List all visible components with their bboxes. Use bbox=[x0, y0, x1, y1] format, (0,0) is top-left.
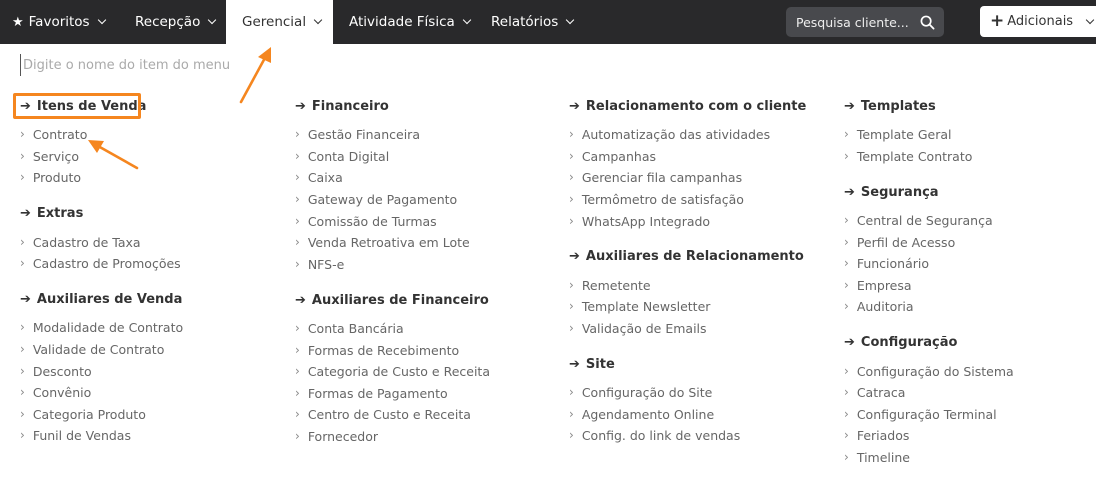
nav-atividade-fisica[interactable] bbox=[349, 0, 470, 44]
chevron-down-icon bbox=[314, 16, 322, 24]
menu-link-formas-recebimento[interactable] bbox=[295, 342, 459, 358]
arrow-right-icon: ➔ bbox=[20, 98, 31, 114]
menu-link-label: Catraca bbox=[856, 384, 906, 400]
menu-link-label: Produto bbox=[32, 169, 82, 185]
menu-link-label: Remetente bbox=[581, 277, 651, 293]
menu-link-cadastro-taxa[interactable] bbox=[20, 234, 141, 250]
section-title: Itens de Venda bbox=[36, 98, 147, 114]
nav-favoritos-label: Favoritos bbox=[28, 14, 90, 30]
chevron-right-icon: › bbox=[295, 321, 300, 335]
adicionais-button[interactable] bbox=[980, 6, 1096, 37]
chevron-right-icon: › bbox=[844, 256, 849, 270]
menu-link-label: Cadastro de Promoções bbox=[32, 255, 181, 271]
menu-link-campanhas[interactable] bbox=[569, 148, 656, 164]
menu-link-label: Venda Retroativa em Lote bbox=[307, 234, 470, 250]
section-title: Relacionamento com o cliente bbox=[585, 98, 807, 114]
menu-link-desconto[interactable] bbox=[20, 363, 92, 379]
chevron-right-icon: › bbox=[569, 170, 574, 184]
menu-link-label: Empresa bbox=[856, 277, 912, 293]
chevron-right-icon: › bbox=[844, 235, 849, 249]
menu-link-label: Agendamento Online bbox=[581, 406, 715, 422]
arrow-right-icon: ➔ bbox=[569, 356, 580, 372]
menu-link-label: Contrato bbox=[32, 126, 88, 142]
menu-link-label: Formas de Recebimento bbox=[307, 342, 460, 358]
chevron-right-icon: › bbox=[569, 299, 574, 313]
search-placeholder: Pesquisa cliente... bbox=[796, 14, 909, 30]
chevron-right-icon: › bbox=[569, 428, 574, 442]
menu-link-label: Validação de Emails bbox=[581, 320, 707, 336]
menu-link-label: Termômetro de satisfação bbox=[581, 191, 744, 207]
nav-relatorios[interactable] bbox=[491, 0, 573, 44]
menu-link-label: Template Contrato bbox=[856, 148, 973, 164]
section-extras bbox=[20, 204, 83, 222]
arrow-right-icon: ➔ bbox=[844, 98, 855, 114]
menu-link-label: Gateway de Pagamento bbox=[307, 191, 458, 207]
menu-link-label: Automatização das atividades bbox=[581, 126, 771, 142]
menu-link-label: Gerenciar fila campanhas bbox=[581, 169, 743, 185]
menu-link-label: Cadastro de Taxa bbox=[32, 234, 141, 250]
menu-link-label: Serviço bbox=[32, 148, 79, 164]
menu-link-caixa[interactable] bbox=[295, 169, 343, 185]
chevron-right-icon: › bbox=[844, 278, 849, 292]
menu-link-auditoria[interactable] bbox=[844, 298, 914, 314]
section-auxiliares-de-financeiro bbox=[295, 291, 489, 309]
menu-link-label: Configuração do Sistema bbox=[856, 363, 1014, 379]
nav-relatorios-label: Relatórios bbox=[491, 14, 559, 30]
menu-link-fornecedor[interactable] bbox=[295, 428, 378, 444]
menu-link-funil-vendas[interactable] bbox=[20, 427, 131, 443]
chevron-right-icon: › bbox=[20, 428, 25, 442]
arrow-right-icon: ➔ bbox=[844, 184, 855, 200]
menu-link-agendamento-online[interactable] bbox=[569, 406, 714, 422]
menu-link-formas-pagamento[interactable] bbox=[295, 385, 448, 401]
menu-link-configuracao-sistema[interactable] bbox=[844, 363, 1014, 379]
chevron-right-icon: › bbox=[295, 127, 300, 141]
nav-atividade-label: Atividade Física bbox=[349, 14, 455, 30]
nav-recepcao-label: Recepção bbox=[135, 14, 201, 30]
chevron-right-icon: › bbox=[844, 385, 849, 399]
menu-link-label: Config. do link de vendas bbox=[581, 427, 741, 443]
top-navigation-bar bbox=[0, 0, 1096, 44]
menu-link-gateway-pagamento[interactable] bbox=[295, 191, 457, 207]
menu-link-label: Gestão Financeira bbox=[307, 126, 420, 142]
chevron-down-icon bbox=[1086, 15, 1094, 23]
menu-link-label: Conta Digital bbox=[307, 148, 390, 164]
menu-link-central-seguranca[interactable] bbox=[844, 212, 993, 228]
menu-link-termometro[interactable] bbox=[569, 191, 744, 207]
chevron-right-icon: › bbox=[20, 385, 25, 399]
menu-link-label: Timeline bbox=[856, 449, 910, 465]
menu-link-catraca[interactable] bbox=[844, 384, 905, 400]
menu-link-remetente[interactable] bbox=[569, 277, 651, 293]
chevron-down-icon bbox=[97, 16, 105, 24]
star-icon: ★ bbox=[12, 14, 24, 30]
section-title: Financeiro bbox=[311, 98, 389, 114]
chevron-right-icon: › bbox=[844, 127, 849, 141]
section-seguranca bbox=[844, 183, 939, 201]
menu-link-label: Categoria de Custo e Receita bbox=[307, 363, 490, 379]
chevron-right-icon: › bbox=[295, 170, 300, 184]
chevron-right-icon: › bbox=[569, 385, 574, 399]
chevron-right-icon: › bbox=[844, 428, 849, 442]
menu-link-perfil-acesso[interactable] bbox=[844, 234, 955, 250]
menu-link-timeline[interactable] bbox=[844, 449, 910, 465]
nav-favoritos[interactable] bbox=[12, 0, 105, 44]
chevron-down-icon bbox=[463, 16, 471, 24]
menu-link-feriados[interactable] bbox=[844, 427, 909, 443]
menu-link-centro-custo-receita[interactable] bbox=[295, 406, 471, 422]
chevron-right-icon: › bbox=[295, 364, 300, 378]
menu-link-label: Template Geral bbox=[856, 126, 952, 142]
menu-link-contrato[interactable] bbox=[20, 126, 87, 142]
arrow-right-icon: ➔ bbox=[569, 98, 580, 114]
menu-link-label: Centro de Custo e Receita bbox=[307, 406, 471, 422]
menu-link-conta-bancaria[interactable] bbox=[295, 320, 404, 336]
menu-link-label: Convênio bbox=[32, 384, 92, 400]
menu-link-config-link-vendas[interactable] bbox=[569, 427, 740, 443]
chevron-right-icon: › bbox=[569, 214, 574, 228]
nav-recepcao[interactable] bbox=[135, 0, 215, 44]
menu-link-label: Configuração Terminal bbox=[856, 406, 997, 422]
chevron-down-icon bbox=[566, 16, 574, 24]
chevron-right-icon: › bbox=[569, 321, 574, 335]
chevron-right-icon: › bbox=[844, 213, 849, 227]
menu-link-whatsapp[interactable] bbox=[569, 213, 710, 229]
menu-link-validacao-emails[interactable] bbox=[569, 320, 707, 336]
section-title: Auxiliares de Financeiro bbox=[311, 292, 489, 308]
menu-link-configuracao-site[interactable] bbox=[569, 384, 712, 400]
chevron-right-icon: › bbox=[295, 214, 300, 228]
chevron-right-icon: › bbox=[20, 320, 25, 334]
nav-gerencial-label: Gerencial bbox=[242, 14, 307, 30]
chevron-right-icon: › bbox=[295, 386, 300, 400]
menu-link-template-geral[interactable] bbox=[844, 126, 951, 142]
menu-link-cadastro-promocoes[interactable] bbox=[20, 255, 181, 271]
menu-link-label: Formas de Pagamento bbox=[307, 385, 448, 401]
section-financeiro bbox=[295, 97, 389, 115]
chevron-right-icon: › bbox=[295, 192, 300, 206]
chevron-right-icon: › bbox=[20, 235, 25, 249]
arrow-right-icon: ➔ bbox=[20, 205, 31, 221]
chevron-right-icon: › bbox=[295, 235, 300, 249]
arrow-right-icon: ➔ bbox=[295, 98, 306, 114]
section-title: Auxiliares de Relacionamento bbox=[585, 248, 804, 264]
chevron-right-icon: › bbox=[569, 278, 574, 292]
section-title: Templates bbox=[860, 98, 936, 114]
arrow-right-icon: ➔ bbox=[20, 291, 31, 307]
menu-link-label: Auditoria bbox=[856, 298, 914, 314]
menu-link-fila-campanhas[interactable] bbox=[569, 169, 742, 185]
chevron-right-icon: › bbox=[569, 192, 574, 206]
menu-link-label: Validade de Contrato bbox=[32, 341, 165, 357]
menu-link-categoria-custo-receita[interactable] bbox=[295, 363, 490, 379]
chevron-right-icon: › bbox=[20, 256, 25, 270]
menu-link-convenio[interactable] bbox=[20, 384, 91, 400]
chevron-right-icon: › bbox=[20, 342, 25, 356]
menu-link-label: Funil de Vendas bbox=[32, 427, 131, 443]
chevron-right-icon: › bbox=[844, 450, 849, 464]
chevron-right-icon: › bbox=[844, 407, 849, 421]
section-title: Segurança bbox=[860, 184, 939, 200]
menu-link-label: Categoria Produto bbox=[32, 406, 146, 422]
menu-link-label: Campanhas bbox=[581, 148, 656, 164]
menu-link-label: Conta Bancária bbox=[307, 320, 404, 336]
annotation-arrow-contrato bbox=[88, 140, 137, 168]
section-templates bbox=[844, 97, 936, 115]
menu-link-validade-contrato[interactable] bbox=[20, 341, 164, 357]
menu-link-label: Desconto bbox=[32, 363, 92, 379]
chevron-right-icon: › bbox=[844, 299, 849, 313]
chevron-right-icon: › bbox=[20, 170, 25, 184]
menu-link-produto[interactable] bbox=[20, 169, 81, 185]
chevron-right-icon: › bbox=[295, 343, 300, 357]
menu-link-label: Template Newsletter bbox=[581, 298, 711, 314]
plus-icon: + bbox=[990, 11, 1005, 31]
menu-link-label: Funcionário bbox=[856, 255, 929, 271]
chevron-right-icon: › bbox=[20, 149, 25, 163]
menu-link-automatizacao[interactable] bbox=[569, 126, 770, 142]
menu-link-configuracao-terminal[interactable] bbox=[844, 406, 997, 422]
chevron-right-icon: › bbox=[569, 127, 574, 141]
menu-link-comissao-turmas[interactable] bbox=[295, 213, 437, 229]
chevron-right-icon: › bbox=[844, 149, 849, 163]
section-title: Site bbox=[585, 356, 615, 372]
search-icon[interactable] bbox=[910, 15, 944, 30]
menu-link-nfse[interactable] bbox=[295, 256, 344, 272]
chevron-right-icon: › bbox=[20, 364, 25, 378]
chevron-right-icon: › bbox=[20, 407, 25, 421]
menu-link-gestao-financeira[interactable] bbox=[295, 126, 420, 142]
menu-link-label: Modalidade de Contrato bbox=[32, 319, 184, 335]
menu-link-modalidade-contrato[interactable] bbox=[20, 319, 183, 335]
menu-link-label: Configuração do Site bbox=[581, 384, 713, 400]
menu-link-label: WhatsApp Integrado bbox=[581, 213, 711, 229]
section-relacionamento bbox=[569, 97, 806, 115]
menu-link-categoria-produto[interactable] bbox=[20, 406, 146, 422]
menu-link-label: Perfil de Acesso bbox=[856, 234, 956, 250]
menu-item-search-input[interactable] bbox=[20, 54, 580, 76]
chevron-right-icon: › bbox=[20, 127, 25, 141]
menu-link-label: NFS-e bbox=[307, 256, 345, 272]
chevron-right-icon: › bbox=[295, 429, 300, 443]
menu-link-servico[interactable] bbox=[20, 148, 79, 164]
menu-link-venda-retroativa[interactable] bbox=[295, 234, 470, 250]
menu-link-label: Central de Segurança bbox=[856, 212, 993, 228]
section-title: Configuração bbox=[860, 334, 958, 350]
menu-link-label: Fornecedor bbox=[307, 428, 379, 444]
section-configuracao bbox=[844, 333, 957, 351]
chevron-right-icon: › bbox=[569, 407, 574, 421]
menu-link-template-contrato[interactable] bbox=[844, 148, 972, 164]
menu-link-label: Caixa bbox=[307, 169, 343, 185]
arrow-right-icon: ➔ bbox=[295, 292, 306, 308]
menu-link-label: Feriados bbox=[856, 427, 910, 443]
menu-link-conta-digital[interactable] bbox=[295, 148, 389, 164]
adicionais-label: Adicionais bbox=[1007, 14, 1074, 29]
arrow-right-icon: ➔ bbox=[569, 248, 580, 264]
menu-link-template-newsletter[interactable] bbox=[569, 298, 710, 314]
section-site bbox=[569, 355, 615, 373]
section-title: Auxiliares de Venda bbox=[36, 291, 183, 307]
client-search-input[interactable] bbox=[786, 7, 944, 37]
chevron-right-icon: › bbox=[844, 364, 849, 378]
chevron-right-icon: › bbox=[295, 407, 300, 421]
chevron-right-icon: › bbox=[295, 149, 300, 163]
section-title: Extras bbox=[36, 205, 84, 221]
chevron-down-icon bbox=[208, 16, 216, 24]
section-itens-de-venda bbox=[20, 97, 146, 115]
menu-link-empresa[interactable] bbox=[844, 277, 912, 293]
nav-gerencial[interactable] bbox=[226, 0, 333, 44]
section-auxiliares-de-venda bbox=[20, 290, 182, 308]
chevron-right-icon: › bbox=[569, 149, 574, 163]
arrow-right-icon: ➔ bbox=[844, 334, 855, 350]
menu-link-funcionario[interactable] bbox=[844, 255, 929, 271]
chevron-right-icon: › bbox=[295, 257, 300, 271]
menu-link-label: Comissão de Turmas bbox=[307, 213, 437, 229]
section-auxiliares-relacionamento bbox=[569, 247, 804, 265]
